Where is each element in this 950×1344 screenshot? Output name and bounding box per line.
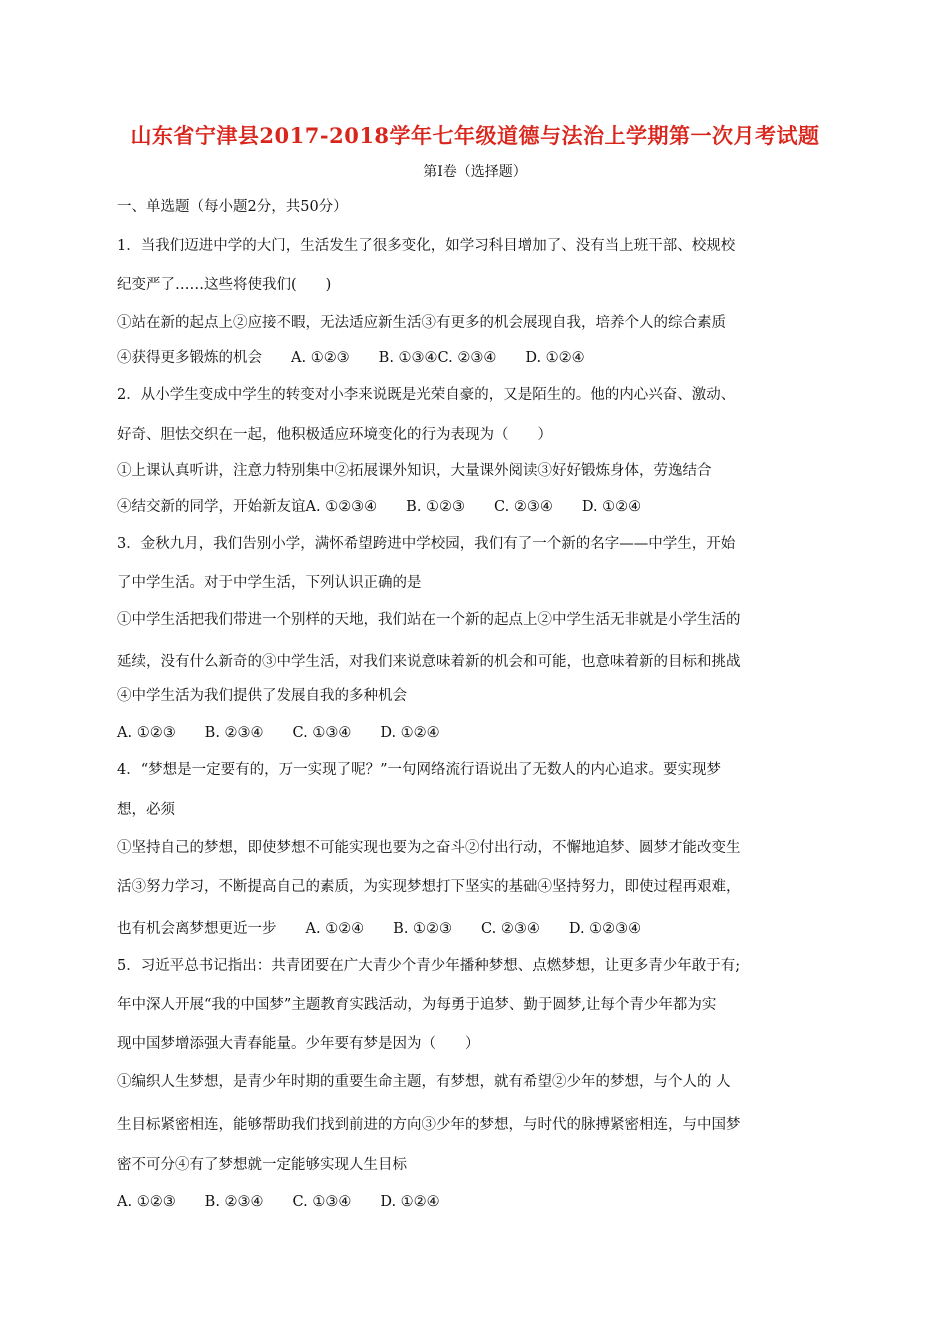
question-5-stem-cont2: 现中国梦增添强大青春能量。少年要有梦是因为（ ） (117, 1036, 480, 1052)
question-3-statements: ①中学生活把我们带进一个别样的天地，我们站在一个新的起点上②中学生活无非就是小学生活的 (117, 612, 741, 628)
question-3-stem-cont: 了中学生活。对于中学生活，下列认识正确的是 (117, 575, 422, 591)
question-2-stem-cont: 好奇、胆怯交织在一起，他积极适应环境变化的行为表现为（ ） (117, 427, 552, 443)
question-3-options: A. ①②③ B. ②③④ C. ①③④ D. ①②④ (117, 725, 440, 741)
question-5-statements-cont2: 密不可分④有了梦想就一定能够实现人生目标 (117, 1157, 407, 1173)
question-4-statements: ①坚持自己的梦想，即使梦想不可能实现也要为之奋斗②付出行动，不懈地追梦、圆梦才能改变生 (117, 840, 741, 856)
section-subtitle: 第Ⅰ卷（选择题） (423, 164, 527, 180)
question-4-statements-cont: 活③努力学习，不断提高自己的素质，为实现梦想打下坚实的基础④坚持努力，即使过程再艰难， (117, 879, 741, 895)
question-2-options: ④结交新的同学，开始新友谊A. ①②③④ B. ①②③ C. ②③④ D. ①②④ (117, 499, 642, 515)
question-5-options: A. ①②③ B. ②③④ C. ①③④ D. ①②④ (117, 1194, 440, 1210)
question-1-options: ④获得更多锻炼的机会 A. ①②③ B. ①③④C. ②③④ D. ①②④ (117, 350, 585, 366)
question-1-stem-cont: 纪变严了……这些将使我们( ) (117, 277, 332, 293)
question-3-stem: 3．金秋九月，我们告别小学，满怀希望跨进中学校园，我们有了一个新的名字——中学生，开始 (117, 536, 736, 552)
section-heading: 一、单选题（每小题2分，共50分） (117, 199, 348, 215)
question-1-statements: ①站在新的起点上②应接不暇，无法适应新生活③有更多的机会展现自我，培养个人的综合素质 (117, 315, 726, 331)
question-5-statements: ①编织人生梦想，是青少年时期的重要生命主题，有梦想，就有希望②少年的梦想，与个人的 人 (117, 1074, 731, 1090)
question-5-statements-cont: 生目标紧密相连，能够帮助我们找到前进的方向③少年的梦想，与时代的脉搏紧密相连，与中国梦 (117, 1117, 741, 1133)
question-5-stem: 5．习近平总书记指出：共青团要在广大青少个青少年播种梦想、点燃梦想，让更多青少年敢于有; (117, 958, 741, 974)
question-4-stem-cont: 想，必须 (117, 802, 175, 818)
question-2-statements: ①上课认真听讲，注意力特别集中②拓展课外知识，大量课外阅读③好好锻炼身体，劳逸结合 (117, 463, 712, 479)
page-title: 山东省宁津县2017-2018学年七年级道德与法治上学期第一次月考试题 (130, 123, 820, 148)
question-2-stem: 2．从小学生变成中学生的转变对小李来说既是光荣自豪的，又是陌生的。他的内心兴奋、激动、 (117, 387, 736, 403)
question-1-stem: 1．当我们迈进中学的大门，生活发生了很多变化，如学习科目增加了、没有当上班干部、校规校 (117, 238, 736, 254)
question-3-statements-cont2: ④中学生活为我们提供了发展自我的多种机会 (117, 688, 407, 704)
question-5-stem-cont: 年中深人开展“我的中国梦”主题教育实践活动，为每勇于追梦、勤于圆梦,让每个青少年都为实 (117, 997, 717, 1013)
question-4-options: 也有机会离梦想更近一步 A. ①②④ B. ①②③ C. ②③④ D. ①②③④ (117, 921, 642, 937)
question-3-statements-cont: 延续，没有什么新奇的③中学生活，对我们来说意味着新的机会和可能，也意味着新的目标和挑战 (117, 654, 741, 670)
question-4-stem: 4．“梦想是一定要有的，万一实现了呢？”一句网络流行语说出了无数人的内心追求。要实现梦 (117, 762, 722, 778)
